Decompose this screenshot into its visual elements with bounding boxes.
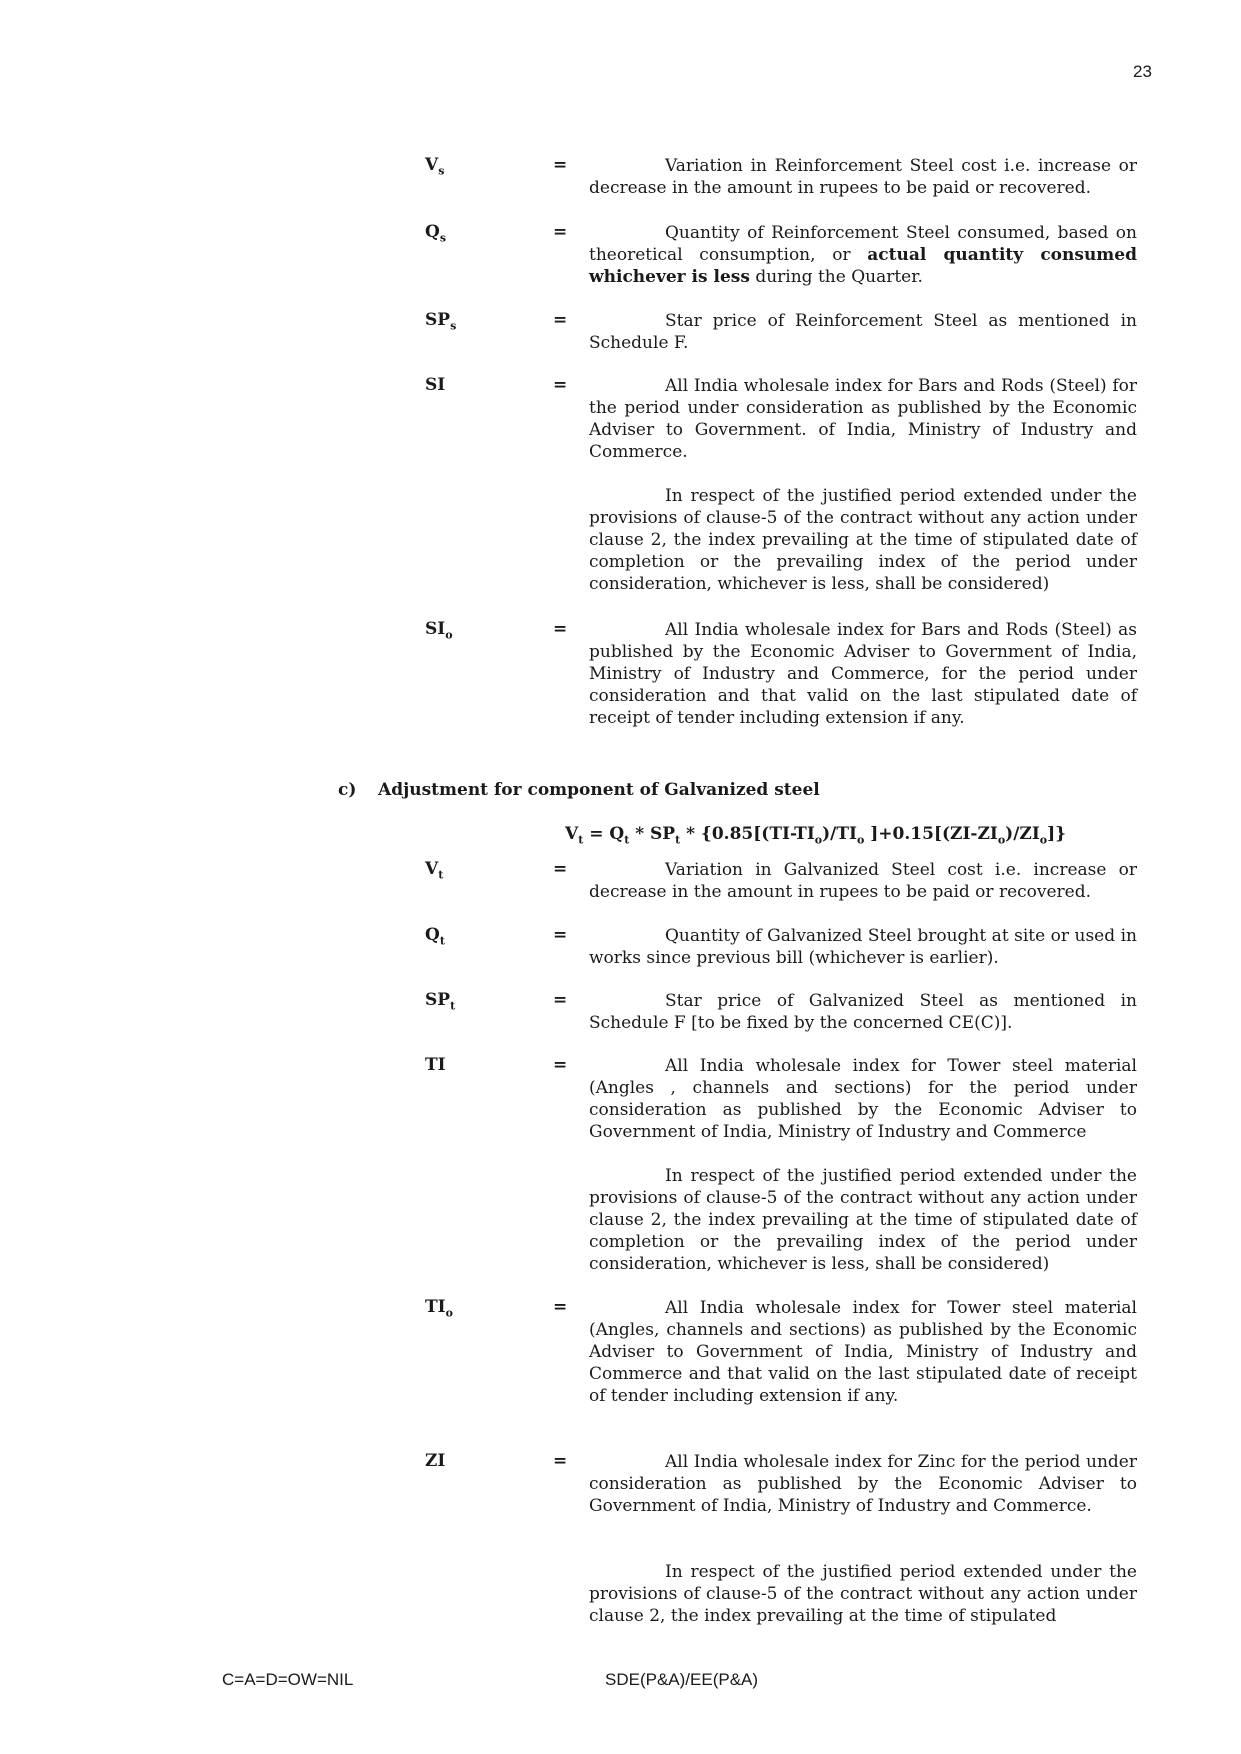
equals-sign: = — [553, 310, 568, 330]
equals-sign: = — [553, 859, 568, 879]
footer-left: C=A=D=OW=NIL — [222, 1670, 354, 1689]
equals-sign: = — [553, 1297, 568, 1317]
definition-text: All India wholesale index for Bars and Rods (Steel) for the period under consideration as published by the Economic Adviser to Government. of India, Ministry of Industry and Commerce. — [589, 376, 1138, 462]
section-c-title: Adjustment for component of Galvanized steel — [378, 780, 820, 800]
definition-text: In respect of the justified period extended under the provisions of clause-5 of the contract without any action under clause 2, the index prevailing at the time of stipulated — [589, 1562, 1137, 1626]
galvanized-steel-formula: $V_t = Q_t * SP_t * \{0.85[(TI-TI_o)/TI_o$ ]$+0.15[(ZI-ZI_o)/ZI_o]$} — [565, 824, 1067, 847]
footer-center: SDE(P&A)/EE(P&A) — [605, 1670, 759, 1689]
definition-text: All India wholesale index for Tower steel material (Angles , channels and sections) for the period under consideration as published by the Economic Adviser to Government of India, Ministry of Industry and Commerce — [589, 1056, 1137, 1142]
definition-symbol: $Q_t$ — [425, 925, 445, 948]
definition-text: In respect of the justified period extended under the provisions of clause-5 of the contract without any action under clause 2, the index prevailing at the time of stipulated date of completion or the prevailing index of the period under consideration, whichever is less, shall be considered) — [589, 486, 1137, 594]
definition-symbol: TI — [425, 1055, 446, 1075]
equals-sign: = — [553, 155, 568, 175]
definition-symbol: SI — [425, 375, 446, 395]
definition-text: Star price of Reinforcement Steel as mentioned in Schedule F. — [589, 311, 1137, 353]
equals-sign: = — [553, 1451, 568, 1471]
definition-text: All India wholesale index for Tower steel material (Angles, channels and sections) as published by the Economic Adviser to Government of India, Ministry of Industry and Commerce and that valid on the last stipulated date of receipt of tender including extension if any. — [589, 1298, 1137, 1406]
equals-sign: = — [553, 375, 568, 395]
equals-sign: = — [553, 925, 568, 945]
definition-text: Quantity of Galvanized Steel brought at site or used in works since previous bill (whichever is earlier). — [589, 926, 1137, 968]
definition-symbol: $SP_s$ — [425, 310, 457, 333]
equals-sign: = — [553, 222, 568, 242]
definition-symbol: $Q_s$ — [425, 222, 447, 245]
definition-text: Variation in Galvanized Steel cost i.e. increase or decrease in the amount in rupees to be paid or recovered. — [589, 860, 1137, 902]
definition-text: In respect of the justified period extended under the provisions of clause-5 of the contract without any action under clause 2, the index prevailing at the time of stipulated date of completion or the prevailing index of the period under consideration, whichever is less, shall be considered) — [589, 1166, 1137, 1274]
definition-text: Star price of Galvanized Steel as mentioned in Schedule F [to be fixed by the concerned CE(C)]. — [589, 991, 1137, 1033]
equals-sign: = — [553, 619, 568, 639]
definition-symbol: $SP_t$ — [425, 990, 456, 1013]
page-number: 23 — [1133, 62, 1152, 81]
definition-symbol: ZI — [425, 1451, 446, 1471]
definition-symbol: $V_t$ — [425, 859, 444, 882]
definition-symbol: $SI_o$ — [425, 619, 453, 642]
definition-symbol: $V_s$ — [425, 155, 445, 178]
definition-text: All India wholesale index for Bars and Rods (Steel) as published by the Economic Adviser to Government of India, Ministry of Industry and Commerce, for the period under consideration and that valid on the last stipulated date of receipt of tender including extension if any. — [589, 620, 1138, 728]
section-c-label: c) — [338, 780, 357, 800]
equals-sign: = — [553, 990, 568, 1010]
section-c-heading — [338, 780, 820, 800]
definition-text: Quantity of Reinforcement Steel consumed, based on theoretical consumption, or actual quantity consumed whichever is less during the Quarter. — [589, 223, 1137, 287]
definition-text: All India wholesale index for Zinc for the period under consideration as published by the Economic Adviser to Government of India, Ministry of Industry and Commerce. — [589, 1452, 1137, 1516]
definition-symbol: $TI_o$ — [425, 1297, 453, 1320]
equals-sign: = — [553, 1055, 568, 1075]
definition-text: Variation in Reinforcement Steel cost i.e. increase or decrease in the amount in rupees to be paid or recovered. — [589, 156, 1137, 198]
